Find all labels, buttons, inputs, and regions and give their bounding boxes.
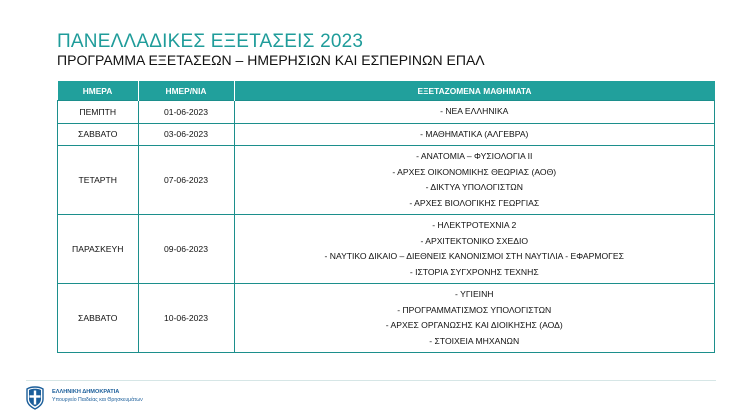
ministry-logo-text <box>52 389 143 403</box>
table-row <box>58 284 715 353</box>
date-cell: 09-06-2023 <box>138 215 234 284</box>
subject-item: - ΑΡΧΕΣ ΟΡΓΑΝΩΣΗΣ ΚΑΙ ΔΙΟΙΚΗΣΗΣ (ΑΟΔ) <box>385 320 563 330</box>
header-day: ΗΜΕΡΑ <box>58 81 139 101</box>
header-date: ΗΜΕΡ/ΝΙΑ <box>138 81 234 101</box>
day-cell: ΠΕΜΠΤΗ <box>58 101 139 124</box>
subjects-cell <box>234 215 715 284</box>
date-cell: 07-06-2023 <box>138 146 234 215</box>
table-header-row <box>58 81 715 101</box>
subject-item: - ΝΕΑ ΕΛΛΗΝΙΚΑ <box>440 106 509 116</box>
date-cell: 03-06-2023 <box>138 123 234 146</box>
subject-item: - ΝΑΥΤΙΚΟ ΔΙΚΑΙΟ – ΔΙΕΘΝΕΙΣ ΚΑΝΟΝΙΣΜΟΙ ΣΤΗ ΝΑΥΤΙΛΙΑ - ΕΦΑΡΜΟΓΕΣ <box>324 251 624 261</box>
subject-item: - ΙΣΤΟΡΙΑ ΣΥΓΧΡΟΝΗΣ ΤΕΧΝΗΣ <box>409 266 539 277</box>
subjects-cell <box>234 284 715 353</box>
table-row <box>58 101 715 124</box>
subject-item: - ΑΝΑΤΟΜΙΑ – ΦΥΣΙΟΛΟΓΙΑ ΙΙ <box>416 151 533 161</box>
subjects-cell <box>234 101 715 124</box>
day-cell: ΤΕΤΑΡΤΗ <box>58 146 139 215</box>
subject-item: - ΑΡΧΙΤΕΚΤΟΝΙΚΟ ΣΧΕΔΙΟ <box>420 235 529 246</box>
logo-line-2: Υπουργείο Παιδείας και Θρησκευμάτων <box>52 397 143 403</box>
subject-item: - ΣΤΟΙΧΕΙΑ ΜΗΧΑΝΩΝ <box>429 335 520 346</box>
subjects-cell <box>234 123 715 146</box>
date-cell: 10-06-2023 <box>138 284 234 353</box>
subject-item: - ΑΡΧΕΣ ΟΙΚΟΝΟΜΙΚΗΣ ΘΕΩΡΙΑΣ (ΑΟΘ) <box>392 166 557 177</box>
exam-schedule-table <box>57 81 715 353</box>
date-cell: 01-06-2023 <box>138 101 234 124</box>
greek-coat-of-arms-icon <box>24 386 46 410</box>
subject-item: - ΗΛΕΚΤΡΟΤΕΧΝΙΑ 2 <box>432 220 517 230</box>
page-title: ΠΑΝΕΛΛΑΔΙΚΕΣ ΕΞΕΤΑΣΕΙΣ 2023 <box>57 31 364 52</box>
subject-item: - ΥΓΙΕΙΝΗ <box>455 289 494 299</box>
day-cell: ΣΑΒΒΑΤΟ <box>58 284 139 353</box>
day-cell: ΠΑΡΑΣΚΕΥΗ <box>58 215 139 284</box>
logo-line-1: ΕΛΛΗΝΙΚΗ ΔΗΜΟΚΡΑΤΙΑ <box>52 389 120 395</box>
table-row <box>58 146 715 215</box>
subject-item: - ΠΡΟΓΡΑΜΜΑΤΙΣΜΟΣ ΥΠΟΛΟΓΙΣΤΩΝ <box>397 304 552 315</box>
subject-item: - ΜΑΘΗΜΑΤΙΚΑ (ΑΛΓΕΒΡΑ) <box>420 128 529 139</box>
table-row <box>58 123 715 146</box>
table-row <box>58 215 715 284</box>
subject-item: - ΑΡΧΕΣ ΒΙΟΛΟΓΙΚΗΣ ΓΕΩΡΓΙΑΣ <box>409 197 540 208</box>
page-subtitle: ΠΡΟΓΡΑΜΜΑ ΕΞΕΤΑΣΕΩΝ – ΗΜΕΡΗΣΙΩΝ ΚΑΙ ΕΣΠΕΡΙΝΩΝ ΕΠΑΛ <box>57 52 485 68</box>
header-subjects: ΕΞΕΤΑΖΟΜΕΝΑ ΜΑΘΗΜΑΤΑ <box>234 81 715 101</box>
subject-item: - ΔΙΚΤΥΑ ΥΠΟΛΟΓΙΣΤΩΝ <box>425 182 523 192</box>
footer-divider <box>26 380 716 381</box>
day-cell: ΣΑΒΒΑΤΟ <box>58 123 139 146</box>
subjects-cell <box>234 146 715 215</box>
